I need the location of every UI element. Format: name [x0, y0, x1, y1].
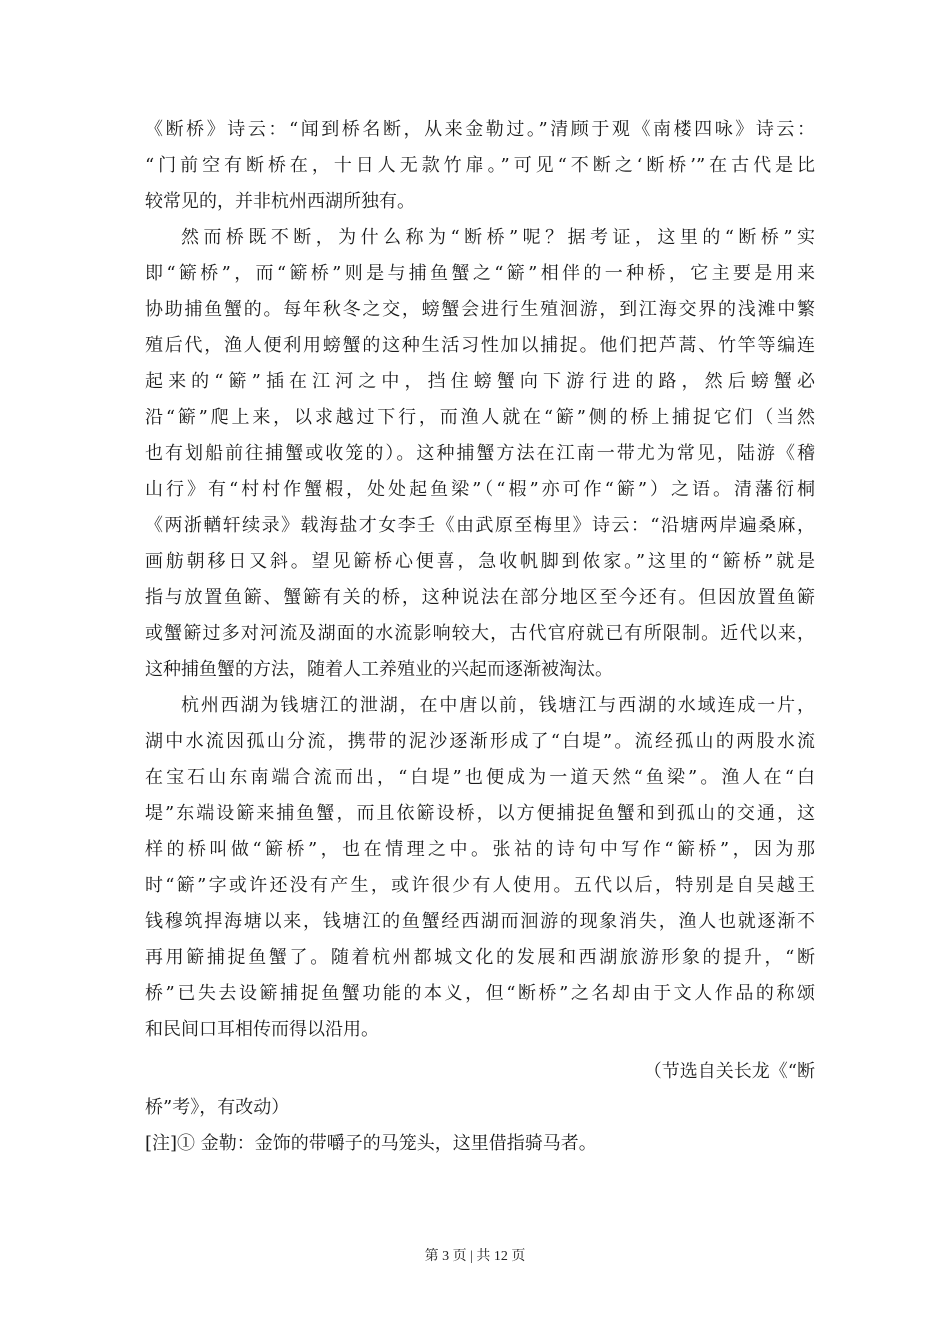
text-line: 指与放置鱼簖、蟹簖有关的桥，这种说法在部分地区至今还有。但因放置鱼簖 — [145, 587, 815, 608]
text-line: 或蟹簖过多对河流及湖面的水流影响较大，古代官府就已有所限制。近代以来， — [145, 623, 815, 644]
text-line: 《断桥》诗云：“闻到桥名断，从来金勒过。”清顾于观《南楼四咏》诗云： — [145, 119, 815, 140]
text-line: 杭州西湖为钱塘江的泄湖，在中唐以前，钱塘江与西湖的水域连成一片， — [181, 695, 815, 716]
text-line: 较常见的，并非杭州西湖所独有。 — [145, 191, 415, 212]
text-line: 在宝石山东南端合流而出，“白堤”也便成为一道天然“鱼梁”。渔人在“白 — [145, 767, 815, 788]
text-line: 再用簖捕捉鱼蟹了。随着杭州都城文化的发展和西湖旅游形象的提升，“断 — [145, 947, 815, 968]
text-line: 堤”东端设簖来捕鱼蟹，而且依簖设桥，以方便捕捉鱼蟹和到孤山的交通，这 — [145, 803, 815, 824]
text-line: 然而桥既不断，为什么称为“断桥”呢？据考证，这里的“断桥”实 — [181, 227, 815, 248]
text-line: 山行》有“村村作蟹椵，处处起鱼梁”（“椵”亦可作“簖”）之语。清藩衍桐 — [145, 479, 815, 500]
text-line: 和民间口耳相传而得以沿用。 — [145, 1019, 379, 1040]
text-line: 画舫朝移日又斜。望见簖桥心便喜，急收帆脚到侬家。”这里的“簖桥”就是 — [145, 551, 815, 572]
text-line: “门前空有断桥在，十日人无款竹扉。”可见“不断之‘断桥’”在古代是比 — [145, 155, 815, 176]
source-attribution: （节选自关长龙《“断 — [643, 1061, 815, 1082]
text-line: 殖后代，渔人便利用螃蟹的这种生活习性加以捕捉。他们把芦蒿、竹竿等编连 — [145, 335, 815, 356]
footnote: [注]① 金勒：金饰的带嚼子的马笼头，这里借指骑马者。 — [145, 1133, 597, 1154]
text-line: 样的桥叫做“簖桥”，也在情理之中。张祜的诗句中写作“簖桥”，因为那 — [145, 839, 815, 860]
article-body — [145, 112, 815, 1162]
text-line: 起来的“簖”插在江河之中，挡住螃蟹向下游行进的路，然后螃蟹必 — [145, 371, 815, 392]
text-line: 桥”已失去设簖捕捉鱼蟹功能的本义，但“断桥”之名却由于文人作品的称颂 — [145, 983, 815, 1004]
paragraph-2 — [145, 220, 815, 688]
text-line: 湖中水流因孤山分流，携带的泥沙逐渐形成了“白堤”。流经孤山的两股水流 — [145, 731, 815, 752]
text-line: 协助捕鱼蟹的。每年秋冬之交，螃蟹会进行生殖洄游，到江海交界的浅滩中繁 — [145, 299, 815, 320]
paragraph-1 — [145, 112, 815, 220]
paragraph-3 — [145, 688, 815, 1048]
text-line: 钱穆筑捍海塘以来，钱塘江的鱼蟹经西湖而洄游的现象消失，渔人也就逐渐不 — [145, 911, 815, 932]
text-line: 时“簖”字或许还没有产生，或许很少有人使用。五代以后，特别是自吴越王 — [145, 875, 815, 896]
text-line: 沿“簖”爬上来，以求越过下行，而渔人就在“簖”侧的桥上捕捉它们（当然 — [145, 407, 815, 428]
source-attribution-continued: 桥”考》，有改动） — [145, 1097, 290, 1118]
text-line: 也有划船前往捕蟹或收笼的）。这种捕蟹方法在江南一带尤为常见，陆游《稽 — [145, 443, 815, 464]
text-line: 《两浙輶轩续录》载海盐才女李壬《由武原至梅里》诗云：“沿塘两岸遍桑麻， — [145, 515, 815, 536]
text-line: 这种捕鱼蟹的方法，随着人工养殖业的兴起而逐渐被淘汰。 — [145, 659, 613, 680]
text-line: 即“簖桥”，而“簖桥”则是与捕鱼蟹之“簖”相伴的一种桥，它主要是用来 — [145, 263, 815, 284]
page-number: 第 3 页 | 共 12 页 — [424, 1249, 526, 1264]
